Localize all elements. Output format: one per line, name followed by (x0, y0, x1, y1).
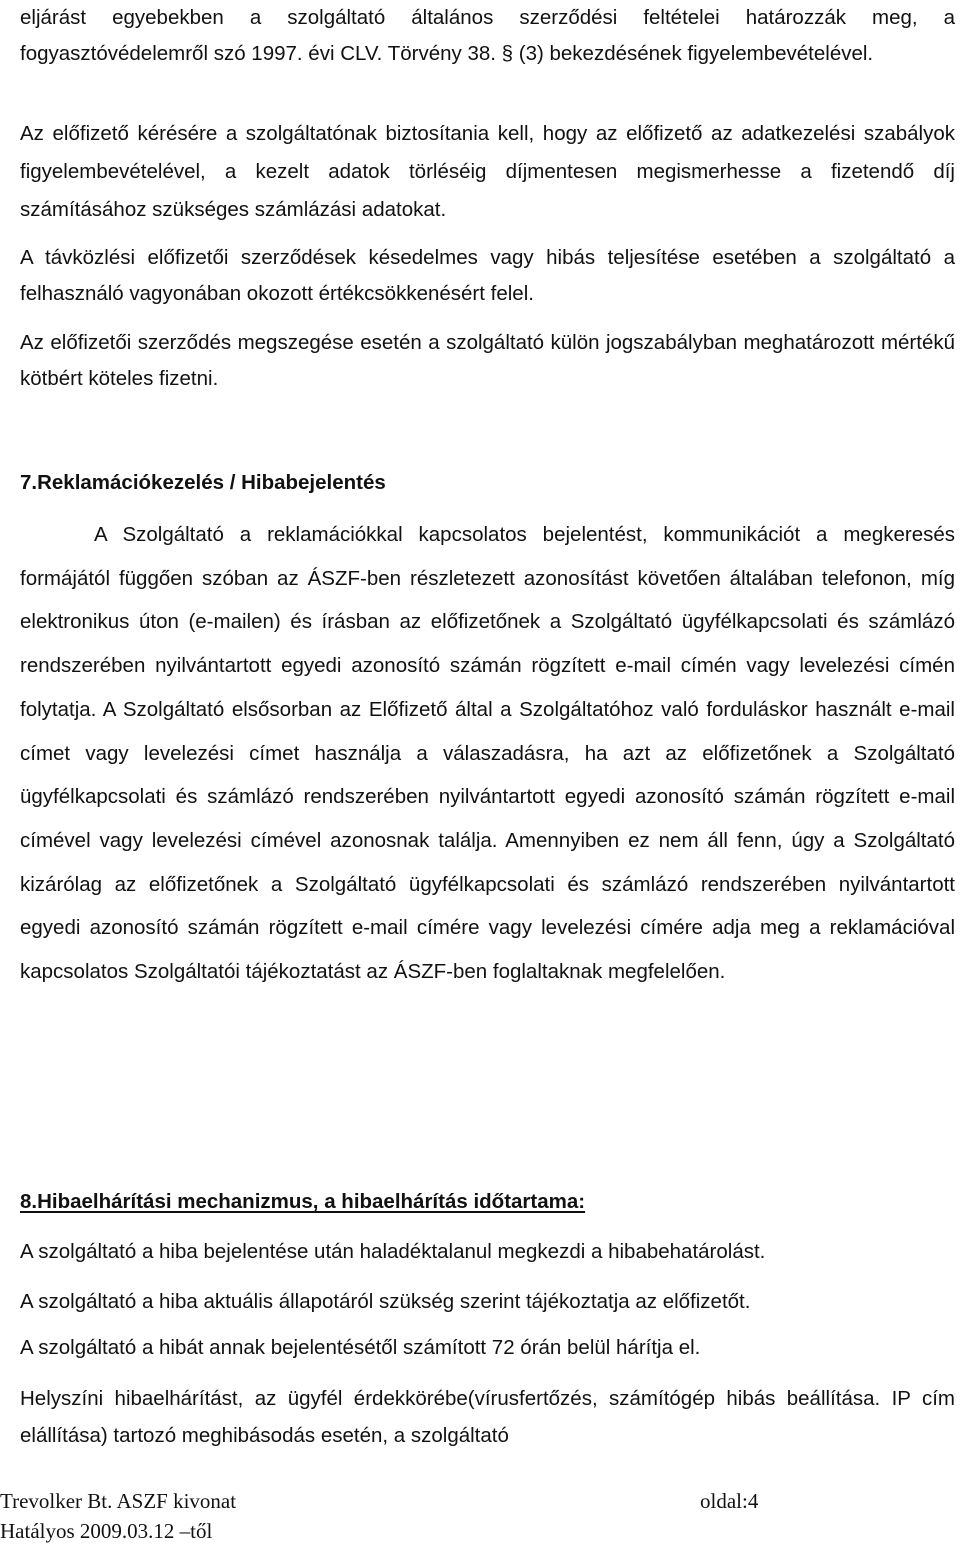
section-8-paragraph: A szolgáltató a hiba aktuális állapotáról szükség szerint tájékoztatja az előfizetőt. (20, 1290, 751, 1313)
footer-page-number: oldal:4 (700, 1489, 759, 1513)
paragraph-intro: eljárást egyebekben a szolgáltató általános szerződési feltételei határozzák meg, a fogyasztóvédelemről szó 1997. évi CLV. Törvény 38. § (3) bekezdésének figyelembevételével. (20, 6, 955, 65)
section-7-heading: 7.Reklamációkezelés / Hibabejelentés (20, 471, 386, 494)
paragraph-billing-data: Az előfizető kérésére a szolgáltatónak biztosítania kell, hogy az előfizető az adatkezelési szabályok figyelembevételével, a kezelt adatok törléséig díjmentesen megismerhesse a fizetendő díj számításához szükséges számlázási adatokat. (20, 122, 955, 221)
paragraph-liability: A távközlési előfizetői szerződések késedelmes vagy hibás teljesítése esetében a szolgáltató a felhasználó vagyonában okozott értékcsökkenésért felel. (20, 246, 955, 305)
section-8-paragraph: Helyszíni hibaelhárítást, az ügyfél érdekkörébe(vírusfertőzés, számítógép hibás beállítása. IP cím elállítása) tartozó meghibásodás esetén, a szolgáltató (20, 1387, 955, 1447)
footer-effective-date: Hatályos 2009.03.12 –től (0, 1519, 213, 1543)
paragraph-penalty: Az előfizetői szerződés megszegése esetén a szolgáltató külön jogszabályban meghatározott mértékű kötbért köteles fizetni. (20, 331, 955, 390)
section-8-paragraph: A szolgáltató a hiba bejelentése után haladéktalanul megkezdi a hibabehatárolást. (20, 1240, 766, 1263)
footer-company: Trevolker Bt. ASZF kivonat (0, 1489, 237, 1513)
section-8-heading: 8.Hibaelhárítási mechanizmus, a hibaelhárítás időtartama: (20, 1190, 586, 1213)
section-8-paragraph: A szolgáltató a hibát annak bejelentésétől számított 72 órán belül hárítja el. (20, 1336, 701, 1359)
section-7-body: A Szolgáltató a reklamációkkal kapcsolatos bejelentést, kommunikációt a megkeresés formájától függően szóban az ÁSZF-ben részletezett azonosítást követően általában telefonon, míg elektronikus úton (e-mailen) és írásban az előfizetőnek a Szolgáltató ügyfélkapcsolati és számlázó rendszerében nyilvántartott egyedi azonosító számán rögzített e-mail címén vagy levelezési címén folytatja. A Szolgáltató elsősorban az Előfizető által a Szolgáltatóhoz való forduláskor használt e-mail címet vagy levelezési címet használja a válaszadásra, ha azt az előfizetőnek a Szolgáltató ügyfélkapcsolati és számlázó rendszerében nyilvántartott egyedi azonosító számán rögzített e-mail címével vagy levelezési címével azonosnak találja. Amennyiben ez nem áll fenn, úgy a Szolgáltató kizárólag az előfizetőnek a Szolgáltató ügyfélkapcsolati és számlázó rendszerében nyilvántartott egyedi azonosító számán rögzített e-mail címére vagy levelezési címére adja meg a reklamációval kapcsolatos Szolgáltatói tájékoztatást az ÁSZF-ben foglaltaknak megfelelően. (20, 523, 955, 984)
